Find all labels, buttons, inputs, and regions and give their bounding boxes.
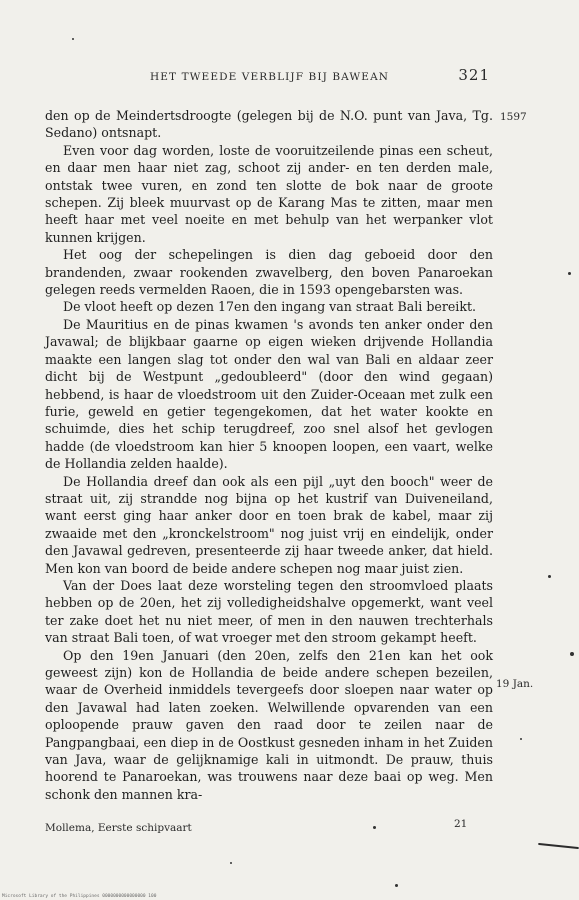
dust-speck [570, 652, 574, 656]
footer-sheet-number: 21 [454, 818, 468, 830]
paragraph: Even voor dag worden, loste de vooruitzeilende pinas een scheut, en daar men haar niet zag, schoot zij ander- en ten derden male, ontstak twee vuren, en zond ten slotte de bok naar de groote schepen. Zij bleek muurvast op de Karang Mas te zitten, maar men heeft haar met veel noeite en met behulp van het werpanker vlot kunnen krijgen. [45, 142, 493, 245]
dust-speck [395, 884, 398, 887]
dust-speck [548, 575, 551, 578]
dust-speck [568, 272, 571, 275]
scan-strip: Microsoft Library of the Philippines 0000000000000000 100 [2, 894, 157, 899]
margin-note-date: 19 Jan. [496, 678, 534, 690]
dust-speck [520, 738, 522, 740]
paragraph: Van der Does laat deze worsteling tegen den stroomvloed plaats hebben op de 20en, het zij volledigheidshalve opgemerkt, want veel ter zake doet het nu niet meer, of men in den nauwen trechterhals van straat Bali toen, of wat vroeger met den stroom gekampt heeft. [45, 577, 493, 646]
paragraph: De Mauritius en de pinas kwamen 's avonds ten anker onder den Javawal; de blijkbaar gaarne op eigen wieken drijvende Hollandia maakte een langen slag tot onder den wal van Bali en aldaar zeer dicht bij de Westpunt „gedoubleerd" (door den wind gegaan) hebbend, is haar de vloedstroom uit den Zuider-Oceaan met zulk een furie, geweld en getier tegengekomen, dat het water kookte en schuimde, dies het schip terugdreef, zoo snel alsof het gevlogen hadde (de vloedstroom kan hier 5 knoopen loopen, een vaart, welke de Hollandia zelden haalde). [45, 316, 493, 472]
body-text [45, 107, 493, 803]
dust-speck [72, 38, 74, 40]
page-header [150, 66, 490, 84]
margin-note-year: 1597 [500, 111, 527, 123]
paragraph: den op de Meindertsdroogte (gelegen bij de N.O. punt van Java, Tg. Sedano) ontsnapt. [45, 108, 493, 141]
footer-signature: Mollema, Eerste schipvaart [45, 822, 192, 834]
dust-speck [373, 826, 376, 829]
dust-speck [230, 862, 232, 864]
paragraph: Het oog der schepelingen is dien dag geboeid door den brandenden, zwaar rookenden zwavelberg, den boven Panaroekan gelegen reeds vermelden Raoen, die in 1593 opengebarsten was. [45, 247, 493, 298]
scan-scratch [538, 843, 579, 849]
running-head: HET TWEEDE VERBLIJF BIJ BAWEAN [150, 71, 390, 83]
paragraph: De vloot heeft op dezen 17en den ingang van straat Bali bereikt. [63, 299, 477, 315]
paragraph: Op den 19en Januari (den 20en, zelfs den 21en kan het ook geweest zijn) kon de Hollandia de beide andere schepen bezeilen, waar de Overheid inmiddels tevergeefs door sloepen naar water op den Javawal had laten zoeken. Welwillende opvarenden van een oploopende prauw gaven den raad door te zeilen naar de Pangpangbaai, een diep in de Oostkust gesneden inham in het Zuiden van Java, waar de gelijknamige kali in uitmondt. De prauw, thuis hoorend te Panaroekan, was trouwens naar deze baai op weg. Men schonk den mannen kra- [45, 647, 493, 802]
paragraph: De Hollandia dreef dan ook als een pijl „uyt den booch" weer de straat uit, zij strandde nog bijna op het kustrif van Duiveneiland, want eerst ging haar anker door en toen brak de kabel, maar zij zwaaide met den „kronckelstroom" nog juist vrij en eindelijk, onder den Javawal gedreven, presenteerde zij haar tweede anker, dat hield. Men kon van boord de beide andere schepen nog maar juist zien. [45, 473, 493, 576]
page-number: 321 [458, 66, 490, 84]
